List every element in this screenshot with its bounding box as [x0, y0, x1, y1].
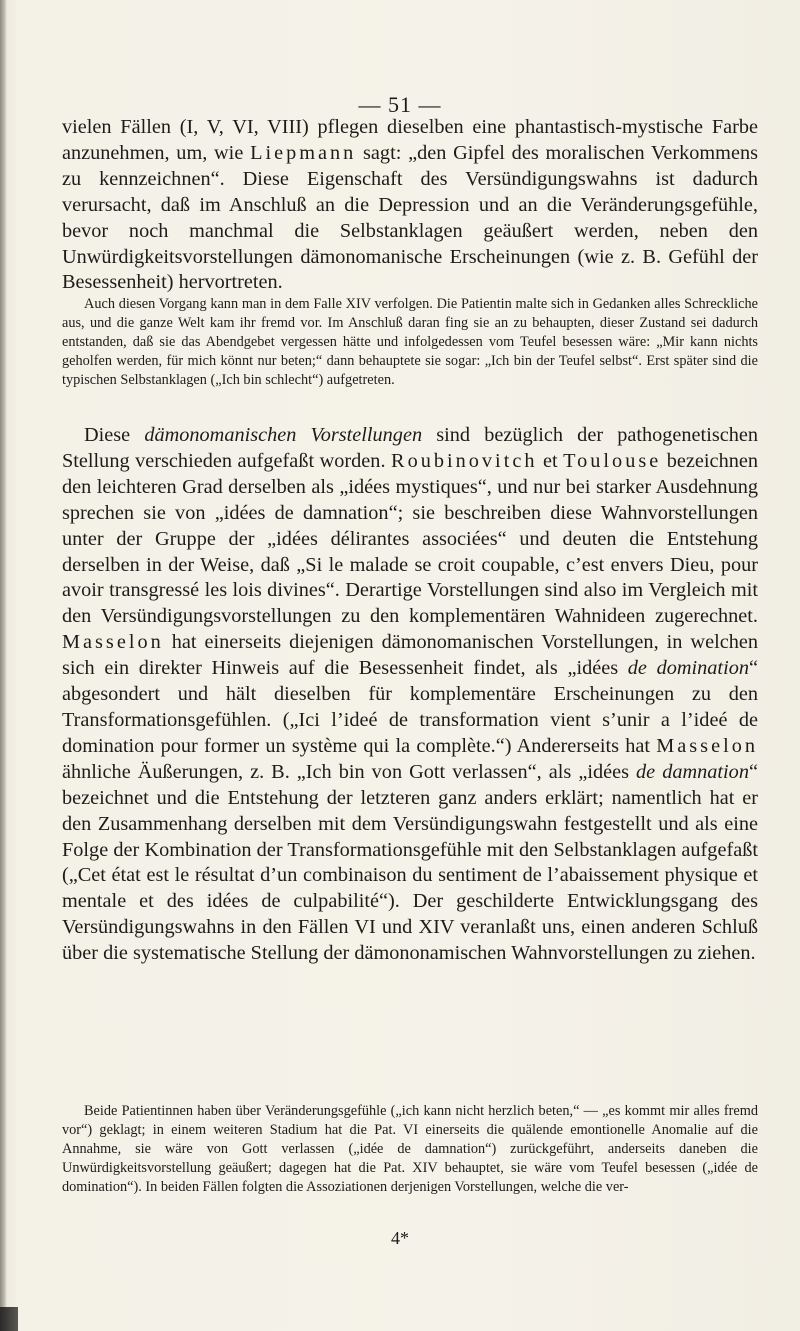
binding-edge — [0, 0, 7, 1331]
paragraph-3-text-g: ähnliche Äußerungen, z. B. „Ich bin von Gott verlassen“, als „idées — [62, 760, 637, 783]
page-number: — 51 — — [358, 92, 442, 117]
paragraph-3-text-f: “ abgesondert und hält dieselben für komplementäre Erscheinungen zu den Transformationsgefühlen. („Ici l’ideé de transformation vient s’unir a l’ideé de domination pour former un système qui la complète.“) Andererseits hat — [62, 657, 758, 757]
emphasis-daemonomanische-vorstellungen: dämonomanischen Vorstellungen — [144, 424, 423, 446]
paragraph-3-text-c: et — [537, 449, 564, 472]
paragraph-4-small: Beide Patientinnen haben über Veränderungsgefühle („ich kann nicht herzlich beten,“ — „es kommt mir alles fremd vor“) geklagt; in einem weiteren Stadium hat die Pat. VI einerseits die quälende emontionelle Anomalie auf die Annahme, sie wäre von Gott verlassen („idée de damnation“) zurückgeführt, anderseits daneben die Unwürdigkeitsvorstellung geäußert; dagegen hat die Pat. XIV behauptet, sie wäre vom Teufel besessen („idée de domination“). In beiden Fällen folgten die Assoziationen derjenigen Vorstellungen, welche die ver- — [62, 1103, 758, 1196]
paragraph-3-text-a: Diese — [84, 424, 145, 446]
paragraph-1-text-a: vielen Fällen (I, V, VI, VIII) pflegen dieselben eine phantastisch-mystische Farbe anzunehmen, um, wie — [62, 116, 758, 164]
paragraph-3-text-e: hat einerseits diejenigen dämonomanischen Vorstellungen, in welchen sich ein direkter Hinweis auf die Besessenheit findet, als „idées — [62, 631, 758, 680]
author-name-toulouse: Toulouse — [563, 449, 662, 472]
paragraph-3-text-d: bezeichnen den leichteren Grad derselben als „idées mystiques“, und nur bei starker Ausdehnung sprechen sie von „idées de damnation“; sie beschreiben diese Wahnvorstellungen unter der Gruppe der „idées délirantes associées“ und deuten die Entstehung derselben in der Weise, daß „Si le malade se croit coupable, c’est envers Dieu, pour avoir transgressé les lois divines“. Derartige Vorstellungen sind also im Vergleich mit den Versündigungsvorstellungen zu den komplementären Wahnideen zugerechnet. — [62, 449, 758, 628]
corner-mark — [0, 1307, 18, 1331]
paragraph-3 — [62, 423, 758, 967]
signature-mark: 4* — [391, 1228, 409, 1248]
paragraph-1-text-b: sagt: „den Gipfel des moralischen Verkommens zu kennzeichnen“. Diese Eigenschaft des Versündigungswahns ist dadurch verursacht, daß im Anschluß an die Depression und an die Veränderungsgefühle, bevor noch manchmal die Selbstanklagen geäußert werden, neben den Unwürdigkeitsvorstellungen dämonomanische Erscheinungen (wie z. B. Gefühl der Besessenheit) hervortreten. — [62, 141, 758, 294]
emphasis-de-damnation: de damnation — [636, 760, 749, 783]
emphasis-de-domination: de domination — [627, 657, 749, 680]
paragraph-3-text-b: sind bezüglich der pathogenetischen Stellung verschieden aufgefaßt worden. — [62, 424, 759, 472]
author-name-liepmann: Liepmann — [250, 141, 357, 164]
author-name-masselon: Masselon — [62, 631, 164, 654]
paragraph-1 — [62, 115, 758, 296]
author-name-masselon-2: Masselon — [656, 734, 758, 757]
paragraph-2-small: Auch diesen Vorgang kann man in dem Falle XIV verfolgen. Die Patientin malte sich in Gedanken alles Schreckliche aus, und die ganze Welt kam ihr fremd vor. Im Anschluß daran fing sie an zu behaupten, dieser Zustand sei dadurch entstanden, daß sie das Abendgebet vergessen hätte und infolgedessen vom Teufel besessen wäre: „Mir kann nichts geholfen werden, für mich könnt nur beten;“ dann behauptete sie sogar: „Ich bin der Teufel selbst“. Erst später sind die typischen Selbstanklagen („Ich bin schlecht“) aufgetreten. — [62, 296, 758, 389]
author-name-roubinovitch: Roubinovitch — [391, 449, 538, 472]
paragraph-3-text-h: “ bezeichnet und die Entstehung der letzteren ganz anders erklärt; namentlich hat er den Zusammenhang derselben mit dem Versündigungswahn festgestellt und als eine Folge der Kombination der Transformationsgefühle mit den Selbstanklagen aufgefaßt („Cet état est le résultat d’un combinaison du sentiment de l’abaissement physique et mentale et des idées de culpabilité“). Der geschilderte Entwicklungsgang des Versündigungswahns in den Fällen VI und XIV veranlaßt uns, einen anderen Schluß über die systematische Stellung der dämononamischen Wahnvorstellungen zu ziehen. — [62, 760, 758, 965]
